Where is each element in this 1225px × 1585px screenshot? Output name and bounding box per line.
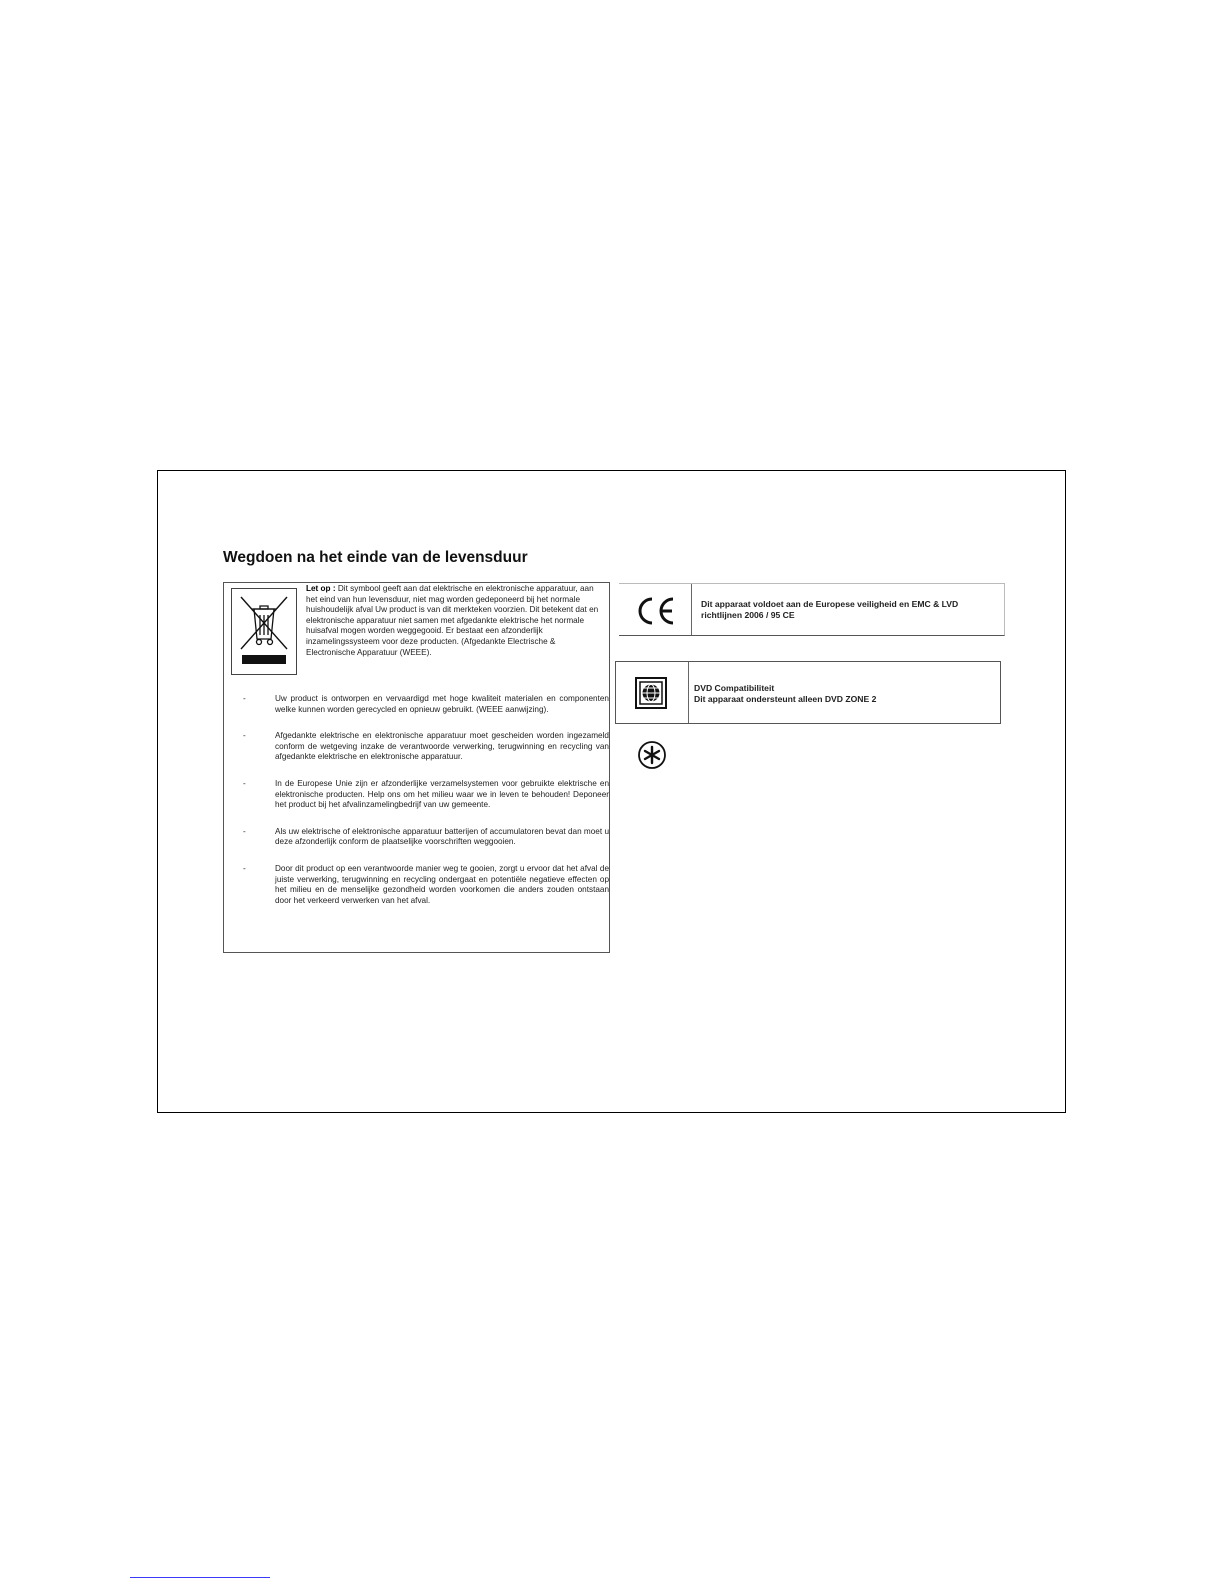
bullet-text: Afgedankte elektrische en elektronische apparatuur moet gescheiden worden ingezameld conform de wetgeving inzake de verantwoorde verwerking, terugwinning en recycling van afgedankte elektrische en elektronische apparatuur. [275,731,609,762]
crossed-out-wheelie-bin-icon [232,589,296,674]
dvd-compatibility-row [615,661,1001,724]
column-divider [688,662,689,723]
ce-compliance-text: Dit apparaat voldoet aan de Europese veiligheid en EMC & LVD richtlijnen 2006 / 95 CE [701,599,959,621]
list-item [243,694,609,715]
let-op-body: Dit symbool geeft aan dat elektrische en elektronische apparatuur, aan het eind van hun levensduur, niet mag worden gedeponeerd bij het normale huishoudelijk afval Uw product is van dit merkteken voorzien. Dit betekent dat en elektronische apparatuur niet samen met afgedankte elektrische het normale huisafval mogen worden weggegooid. Er bestaat een afzonderlijk inzamelingssysteem voor deze producten. (Afgedankte Electrische & Electronische Apparatuur (WEEE). [306,584,599,657]
bullet-text: Uw product is ontworpen en vervaardigd met hoge kwaliteit materialen en componenten welke kunnen worden gerecycled en opnieuw gebruikt. (WEEE aanwijzing). [275,694,609,714]
bullet-dash: - [243,826,246,836]
dvd-zone-text: Dit apparaat ondersteunt alleen DVD ZONE 2 [694,694,877,704]
bullet-dash: - [243,778,246,788]
weee-warning-text [306,584,606,658]
section-title: Wegdoen na het einde van de levensduur [223,549,528,566]
column-divider [691,584,692,635]
dvd-compatibility-text [694,683,994,705]
let-op-label: Let op : [306,584,336,593]
footnote-separator [130,1577,270,1578]
dvd-title: DVD Compatibiliteit [694,683,775,693]
bullet-text: Als uw elektrische of elektronische apparatuur batterijen of accumulatoren bevat dan moet u deze afzonderlijk conform de plaatselijke voorschriften weggooien. [275,826,609,847]
weee-bullet-list [243,694,609,922]
bullet-text: Door dit product op een verantwoorde manier weg te gooien, zorgt u ervoor dat het afval de juiste verwerking, terugwinning en recycling ondergaat en potentiële negatieve effecten op het milieu en de menselijke gezondheid worden voorkomen die anders zouden ontstaan door het verkeerd verwerken van het afval. [275,863,609,905]
bullet-dash: - [243,731,246,741]
bullet-dash: - [243,863,246,873]
bullet-dash: - [243,694,246,703]
dvd-region-globe-icon [634,674,668,712]
list-item [243,864,609,906]
weee-icon-frame [231,588,297,675]
list-item [243,827,609,848]
ce-mark-icon [635,595,679,627]
bullet-text: In de Europese Unie zijn er afzonderlijke verzamelsystemen voor gebruikte elektrische en elektronische producten. Help ons om het milieu waar we in leven te behouden! Deponeer het product bij het afvalinzamelingbedrijf van uw gemeente. [275,778,609,810]
list-item [243,731,609,763]
ce-compliance-row [619,583,1005,636]
circled-asterisk-icon [637,740,667,770]
list-item [243,779,609,811]
